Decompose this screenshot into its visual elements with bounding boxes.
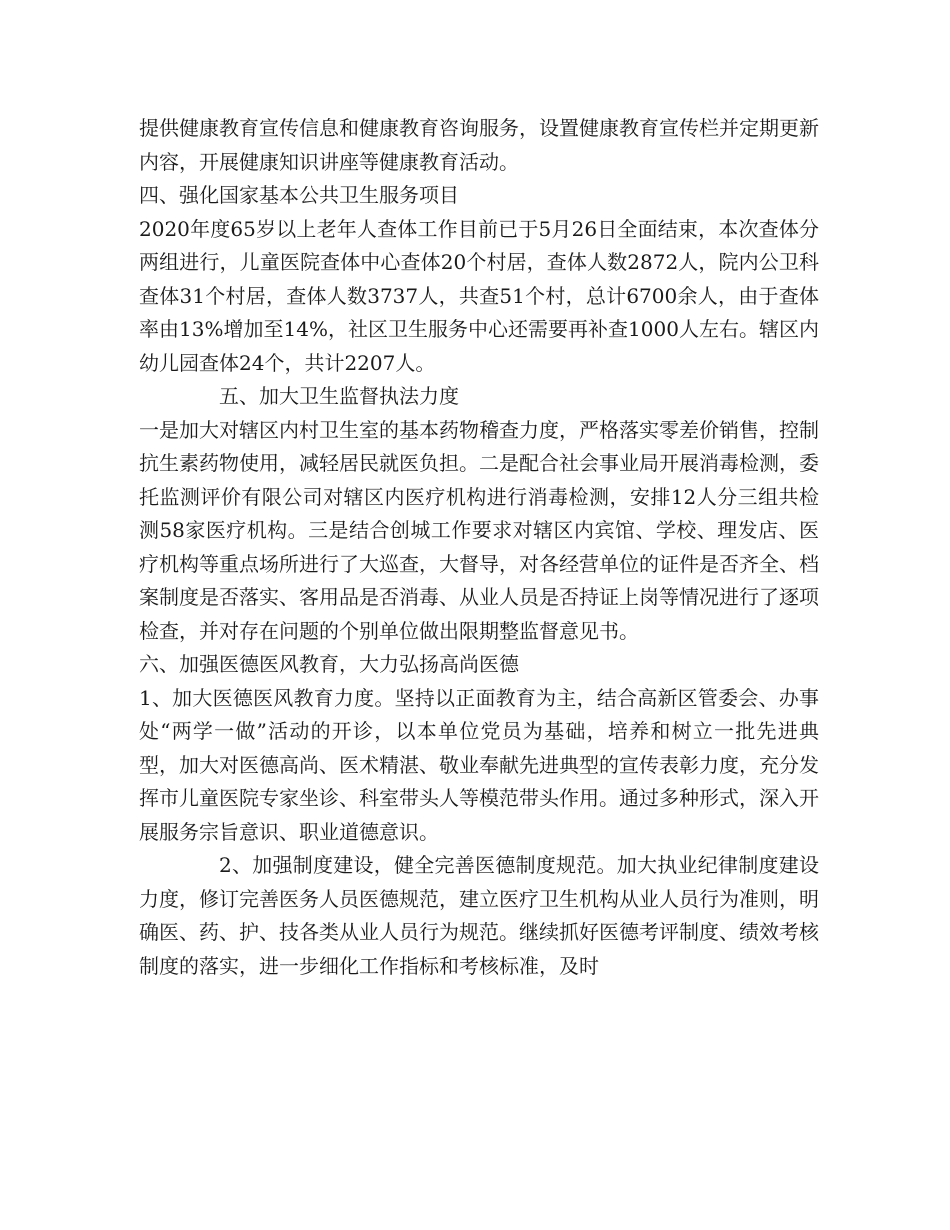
- paragraph-elderly-checkup: 2020年度65岁以上老年人查体工作目前已于5月26日全面结束，本次查体分两组进行，儿童医院查体中心查体20个村居，查体人数2872人，院内公卫科查体31个村居，查体人数3737人，共查51个村，总计6700余人，由于查体率由13%增加至14%，社区卫生服务中心还需要再补查1000人左右。辖区内幼儿园查体24个，共计2207人。: [139, 216, 819, 375]
- paragraph-system-building: 2、加强制度建设，健全完善医德制度规范。加大执业纪律制度建设力度，修订完善医务人员医德规范，建立医疗卫生机构从业人员行为准则，明确医、药、护、技各类从业人员行为规范。继续抓好医德考评制度、绩效考核制度的落实，进一步细化工作指标和考核标准，及时: [139, 853, 819, 978]
- paragraph-health-supervision: 一是加大对辖区内村卫生室的基本药物稽查力度，严格落实零差价销售，控制抗生素药物使用，减轻居民就医负担。二是配合社会事业局开展消毒检测，委托监测评价有限公司对辖区内医疗机构进行消毒检测，安排12人分三组共检测58家医疗机构。三是结合创城工作要求对辖区内宾馆、学校、理发店、医疗机构等重点场所进行了大巡查，大督导，对各经营单位的证件是否齐全、档案制度是否落实、客用品是否消毒、从业人员是否持证上岗等情况进行了逐项检查，并对存在问题的个别单位做出限期整监督意见书。: [139, 417, 819, 643]
- paragraph-medical-ethics-education: 1、加大医德医风教育力度。坚持以正面教育为主，结合高新区管委会、办事处“两学一做”活动的开诊，以本单位党员为基础，培养和树立一批先进典型，加大对医德高尚、医术精湛、敬业奉献先进典型的宣传表彰力度，充分发挥市儿童医院专家坐诊、科室带头人等模范带头作用。通过多种形式，深入开展服务宗旨意识、职业道德意识。: [139, 685, 819, 844]
- paragraph-health-education: 提供健康教育宣传信息和健康教育咨询服务，设置健康教育宣传栏并定期更新内容，开展健康知识讲座等健康教育活动。: [139, 116, 819, 174]
- section-heading-6: 六、加强医德医风教育，大力弘扬高尚医德: [139, 652, 519, 676]
- section-heading-5: 五、加大卫生监督执法力度: [219, 384, 459, 408]
- document-body: [139, 112, 819, 983]
- section-heading-4: 四、强化国家基本公共卫生服务项目: [139, 183, 459, 207]
